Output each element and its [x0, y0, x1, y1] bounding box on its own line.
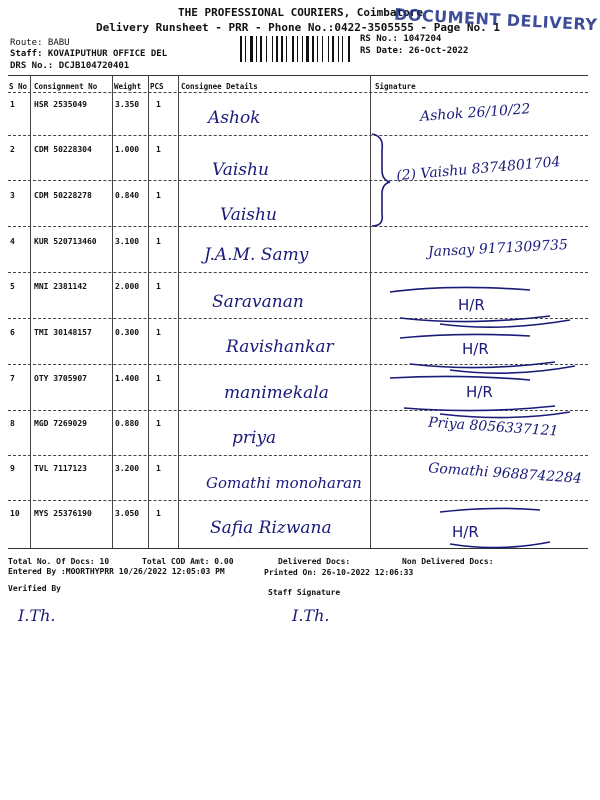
row-consignee: Vaishu: [212, 160, 269, 180]
row-signature: Priya 8056337121: [427, 414, 559, 440]
row-weight: 3.050: [115, 509, 140, 518]
row-signature: Gomathi 9688742284: [427, 460, 583, 487]
row-sno: 8: [10, 419, 15, 428]
column-divider: [112, 75, 113, 548]
row-signature: Ashok 26/10/22: [419, 101, 531, 125]
staff-initials: I.Th.: [292, 606, 330, 625]
printed-on: Printed On: 26-10-2022 12:06:33: [264, 568, 414, 577]
row-signature: H/R: [458, 296, 485, 314]
row-weight: 0.300: [115, 328, 140, 337]
total-cod-amount: Total COD Amt: 0.00: [142, 557, 234, 566]
row-sno: 4: [10, 237, 15, 246]
row-sno: 5: [10, 282, 15, 291]
row-pcs: 1: [156, 282, 161, 291]
row-pcs: 1: [156, 509, 161, 518]
row-sno: 6: [10, 328, 15, 337]
verified-by-label: Verified By: [8, 584, 61, 593]
row-consignee: Saravanan: [212, 292, 304, 312]
row-rule: [8, 180, 588, 181]
verified-by-initials: I.Th.: [18, 606, 56, 625]
row-pcs: 1: [156, 100, 161, 109]
bracket-mark: [366, 130, 396, 230]
row-consignment: MNI 2381142: [34, 282, 87, 291]
row-sno: 9: [10, 464, 15, 473]
col-pcs-header: PCS: [150, 82, 164, 91]
row-consignment: MYS 25376190: [34, 509, 92, 518]
row-signature: H/R: [466, 383, 493, 401]
row-consignment: HSR 2535049: [34, 100, 87, 109]
row-sno: 1: [10, 100, 15, 109]
row-consignee: Gomathi monoharan: [206, 474, 362, 492]
row-consignment: CDM 50228304: [34, 145, 92, 154]
row-pcs: 1: [156, 464, 161, 473]
row-signature: Jansay 9171309735: [427, 237, 569, 261]
row-weight: 0.840: [115, 191, 140, 200]
row-consignee: Vaishu: [220, 205, 277, 225]
barcode-image: [240, 36, 352, 62]
staff-signature-label: Staff Signature: [268, 588, 341, 597]
row-consignment: MGD 7269029: [34, 419, 87, 428]
row-weight: 1.000: [115, 145, 140, 154]
row-weight: 3.100: [115, 237, 140, 246]
row-consignment: TMI 30148157: [34, 328, 92, 337]
delivered-docs: Delivered Docs:: [278, 557, 351, 566]
row-consignee: J.A.M. Samy: [204, 245, 309, 265]
route-label: Route: BABU: [10, 38, 70, 48]
document-delivery-stamp: DOCUMENT DELIVERY: [393, 4, 598, 35]
row-consignee: Ravishankar: [226, 337, 334, 357]
row-sno: 7: [10, 374, 15, 383]
row-rule: [8, 226, 588, 227]
row-pcs: 1: [156, 145, 161, 154]
row-consignee: priya: [232, 428, 277, 448]
handwritten-strokes: [380, 280, 590, 560]
row-consignee: manimekala: [224, 383, 329, 403]
row-signature: (2) Vaishu 8374801704: [395, 153, 562, 185]
row-sno: 10: [10, 509, 20, 518]
column-divider: [148, 75, 149, 548]
row-weight: 0.880: [115, 419, 140, 428]
row-sno: 3: [10, 191, 15, 200]
row-consignment: OTY 3705907: [34, 374, 87, 383]
company-title: THE PROFESSIONAL COURIERS, Coimbatore: [178, 6, 424, 19]
row-pcs: 1: [156, 328, 161, 337]
row-weight: 3.350: [115, 100, 140, 109]
row-consignee: Safia Rizwana: [210, 518, 332, 538]
row-rule: [8, 135, 588, 136]
col-consignee-header: Consignee Details: [181, 82, 258, 91]
non-delivered-docs: Non Delivered Docs:: [402, 557, 494, 566]
header-rule: [8, 92, 588, 93]
col-weight-header: Weight: [114, 82, 142, 91]
row-weight: 2.000: [115, 282, 140, 291]
row-pcs: 1: [156, 237, 161, 246]
row-pcs: 1: [156, 191, 161, 200]
runsheet-subtitle: Delivery Runsheet - PRR - Phone No.:0422-3505555 - Page No. 1: [96, 21, 500, 34]
row-weight: 1.400: [115, 374, 140, 383]
column-divider: [30, 75, 31, 548]
col-consignment-header: Consignment No: [34, 82, 98, 91]
row-consignment: KUR 520713460: [34, 237, 97, 246]
row-pcs: 1: [156, 419, 161, 428]
row-weight: 3.200: [115, 464, 140, 473]
row-consignee: Ashok: [208, 108, 261, 128]
table-top-rule: [8, 75, 588, 76]
row-signature: H/R: [452, 523, 479, 541]
rs-number: RS No.: 1047204: [360, 34, 442, 44]
staff-label: Staff: KOVAIPUTHUR OFFICE DEL: [10, 49, 168, 59]
row-sno: 2: [10, 145, 15, 154]
row-consignment: CDM 50228278: [34, 191, 92, 200]
drs-number: DRS No.: DCJB104720401: [10, 61, 130, 71]
col-signature-header: Signature: [375, 82, 416, 91]
row-pcs: 1: [156, 374, 161, 383]
total-docs: Total No. Of Docs: 10: [8, 557, 110, 566]
column-divider: [178, 75, 179, 548]
row-consignment: TVL 7117123: [34, 464, 87, 473]
row-signature: H/R: [462, 340, 489, 358]
row-rule: [8, 272, 588, 273]
entered-by: Entered By :MOORTHYPRR 10/26/2022 12:05:03 PM: [8, 567, 225, 576]
col-sno-header: S No: [9, 82, 28, 91]
rs-date: RS Date: 26-Oct-2022: [360, 46, 469, 56]
